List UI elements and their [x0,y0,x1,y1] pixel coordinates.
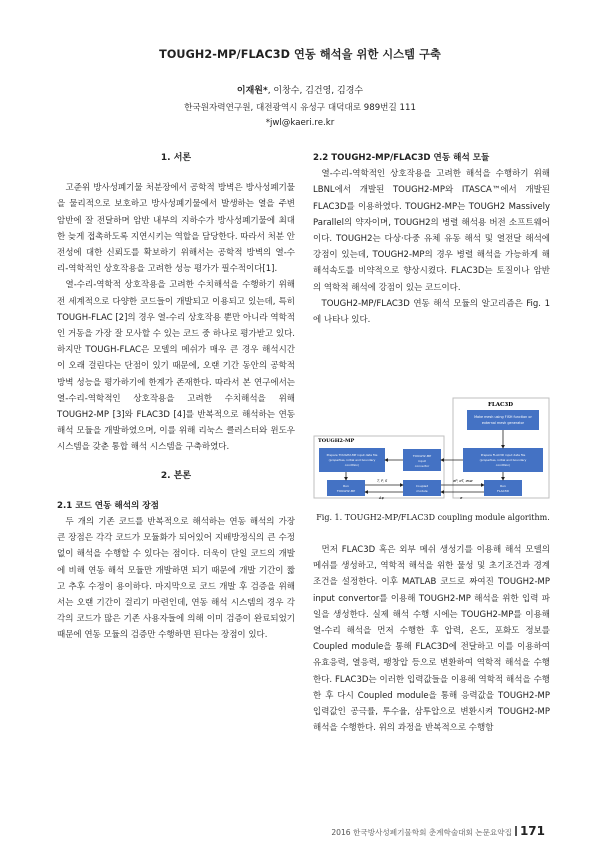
left-column [57,150,295,644]
subsection-heading-2-2: 2.2 TOUGH2-MP/FLAC3D 연동 해석 모듈 [313,153,490,163]
label-sigma: σ [460,496,463,500]
right-column-top [313,150,550,328]
footer-divider [515,826,517,836]
svg-text:convertor: convertor [414,464,430,468]
svg-text:external mesh generator: external mesh generator [481,421,525,425]
coupled-module-box [403,480,441,496]
svg-text:Prepare FLAC3D input data file: Prepare FLAC3D input data file [480,453,526,457]
coupling-algorithm-figure [313,396,550,510]
svg-text:Run: Run [343,484,349,488]
svg-text:module: module [416,489,428,493]
svg-text:(properties, initial and bound: (properties, initial and boundary [479,458,527,462]
svg-text:Run: Run [500,484,506,488]
right-column-bottom [313,542,550,736]
svg-text:(properties, initial and bound: (properties, initial and boundary [328,458,376,462]
run-flac-box [484,480,522,496]
authors [0,83,600,96]
section-2-2-paragraph-2: TOUGH2-MP/FLAC3D 연동 해석 모듈의 알고리즘은 Fig. 1에 나타나 있다. [313,298,550,326]
flac-label: FLAC3D [488,402,514,408]
svg-text:FLAC3D: FLAC3D [497,489,509,493]
intro-paragraph-2: 열-수리-역학적 상호작용을 고려한 수치해석을 수행하기 위해 전 세계적으로 다양한 코드들이 개발되고 이용되고 있는데, 특히 TOUGH-FLAC [2]의 경우 열-수리 상호작용 뿐만 아니라 역학적인 거동을 가장 잘 모사할 수 있는 코드 중 하나로 평가받고 있다. 하지만 TOUGH-FLAC은 모델의 메쉬가 매우 큰 경우 해석시간이 오래 걸린다는 단점이 있기 때문에, 오랜 기간 동안의 공학적 방벽 성능을 평가하기에 한계가 존재한다. 따라서 본 연구에서는 열-수리-역학적인 상호작용을 고려한 수치해석을 위해 TOUGH2-MP [3]와 FLAC3D [4]를 반복적으로 해석하는 연동 해석 모듈을 개발하였으며, 이를 위해 리눅스 클러스터와 윈도우 시스템을 갖춘 통합 해석 시스템을 구축하였다. [57,280,295,453]
lead-author: 이재원* [236,86,268,96]
conference-name: 2016 한국방사성폐기물학회 춘계학술대회 논문요약집 [331,828,512,837]
label-tps: T, P, S [377,479,388,483]
paper-title: TOUGH2-MP/FLAC3D 연동 해석을 위한 시스템 구축 [159,48,441,61]
section-heading-intro: 1. 서론 [160,153,192,163]
figure-caption: Fig. 1. TOUGH2-MP/FLAC3D coupling module algorithm. [316,513,550,522]
svg-text:condition): condition) [495,463,511,467]
label-sigma-in: σP, σT, σsw [453,479,473,483]
co-authors: , 이창수, 김건영, 김경수 [267,86,364,96]
mesh-box-text: Make mesh using FISH function or [474,415,532,419]
section-2-1-paragraph: 두 개의 기존 코드를 반복적으로 해석하는 연동 해석의 가장 큰 장점은 각각 코드가 모듈화가 되어있어 지배방정식의 큰 수정 없이 해석을 수행할 수 있다는 점이다. 더욱이 단일 코드의 개발에 비해 연동 해석 모듈만 개발하면 되기 때문에 개발 기간이 짧고 추후 수정이 용이하다. 마지막으로 코드 개발 후 검증을 위해서는 오랜 기간이 걸리기 마련인데, 연동 해석 시스템의 경우 각각의 코드가 많은 기존 사용자들에 의해 이미 검증이 완료되었기 때문에 연동 모듈의 검증만 수행하면 된다는 장점이 있다. [57,517,295,641]
section-2-2-paragraph-1: 열-수리-역학적인 상호작용을 고려한 해석을 수행하기 위해 LBNL에서 개발된 TOUGH2-MP와 ITASCA™에서 개발된 FLAC3D를 이용하였다. TOUGH2-MP는 TOUGH2 Massively Parallel의 약자이며, TOUGH2의 병렬 해석용 버전 소프트웨어이다. TOUGH2는 다상·다중 유체 유동 해석 및 열전달 해석에 강점이 있는데, TOUGH2-MP의 경우 병렬 해석을 가능하게 해 해석속도를 비약적으로 향상시켰다. FLAC3D는 토질이나 암반의 역학적 해석에 강점이 있는 코드이다. [313,169,550,293]
page-number: 171 [519,824,545,838]
subsection-heading-2-1: 2.1 코드 연동 해석의 장점 [57,500,159,511]
label-dphi: Δφ [379,496,384,500]
svg-text:TOUGH2-MP: TOUGH2-MP [336,489,356,493]
run-tough-box [327,480,365,496]
affiliation: 한국원자력연구원, 대전광역시 유성구 대덕대로 989번길 111 [184,103,416,113]
svg-text:input: input [418,459,426,463]
svg-text:TOUGH2-MP: TOUGH2-MP [412,454,432,458]
section-heading-main: 2. 본론 [160,470,192,481]
mesh-box [467,410,539,430]
svg-text:Coupled: Coupled [415,484,429,488]
page-footer [300,824,545,838]
tough-label: TOUGH2-MP [318,438,355,444]
svg-text:Prepare TOUGH2-MP input data f: Prepare TOUGH2-MP input data file [326,453,378,457]
email: *jwl@kaeri.re.kr [265,118,335,128]
section-2-2-paragraph-3: 먼저 FLAC3D 혹은 외부 메쉬 생성기를 이용해 해석 모델의 메쉬를 생성하고, 역학적 해석을 위한 물성 및 초기조건과 경계조건을 설정한다. 이후 MATLAB 코드로 짜여진 TOUGH2-MP input convertor를 이용해 TOUGH2-MP 해석을 위한 입력 파일을 생성한다. 실제 해석 수행 시에는 TOUGH2-MP를 이용해 열-수리 해석을 먼저 수행한 후 압력, 온도, 포화도 정보를 Coupled module을 통해 FLAC3D에 전달하고 이를 이용하여 유효응력, 열응력, 팽창압 등으로 변환하여 역학적 해석을 수행한다. FLAC3D는 이러한 입력값들을 이용해 역학적 해석을 수행한 후 다시 Coupled module을 통해 응력값을 TOUGH2-MP 입력값인 공극률, 투수율, 삼투압으로 변환시켜 TOUGH2-MP 해석을 수행한다. 위의 과정을 반복적으로 수행함 [313,545,550,734]
svg-text:condition): condition) [344,463,360,467]
intro-paragraph-1: 고준위 방사성폐기물 처분장에서 공학적 방벽은 방사성폐기물을 물리적으로 보호하고 방사성폐기물에서 발생하는 열을 주변 암반에 잘 전달하며 암반 내부의 지하수가 방사성폐기물에 최대한 늦게 접촉하도록 지연시키는 역할을 담당한다. 따라서 처분 안전성에 대한 신뢰도를 확보하기 위해서는 공학적 방벽의 열-수리-역학적인 상호작용을 고려한 성능 평가가 필수적이다[1]. [57,183,295,275]
